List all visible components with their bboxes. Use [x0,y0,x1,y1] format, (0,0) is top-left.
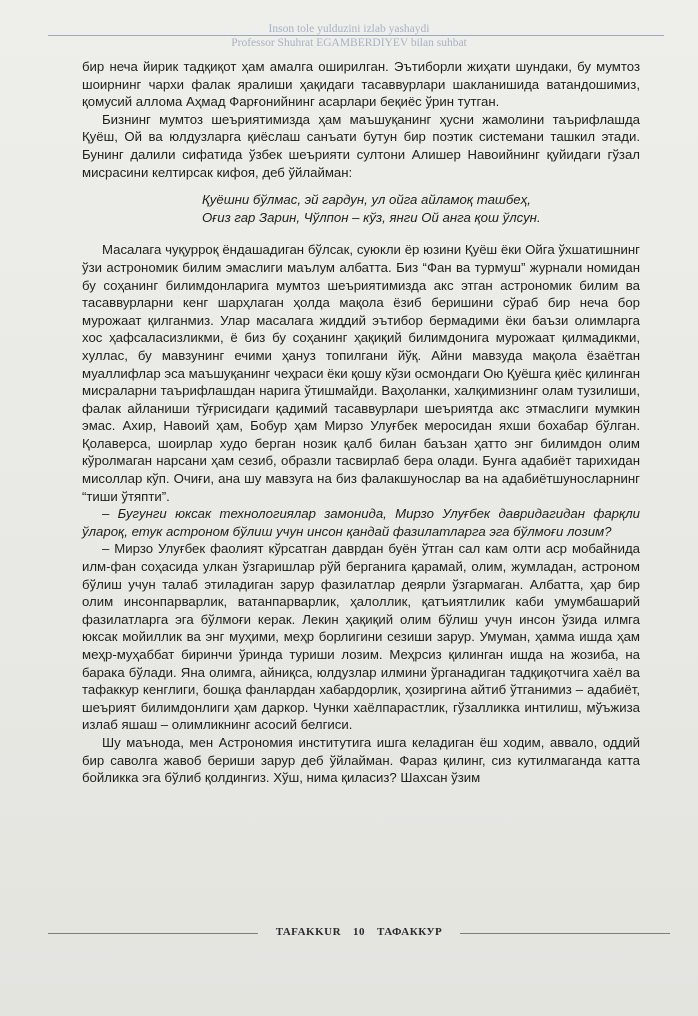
header-subtitle: Professor Shuhrat EGAMBERDIYEV bilan suhbat [231,37,467,49]
interview-question: – Бугунги юксак технологиялар замонида, Мирзо Улуғбек давридагидан фарқли ўлароқ, етук астроном бўлиш учун инсон қандай фазилатларга эга бўлмоғи лозим? [82,506,640,539]
header-title: Inson tole yulduzini izlab yashaydi [268,23,430,35]
verse-line-2: Оғиз гар Зарин, Чўлпон – кўз, янги Ой анга қош ўлсун. [202,209,541,225]
header-rule [48,35,664,36]
article-body [82,58,640,787]
footer-cyrillic-title: ТАФАККУР [377,926,443,938]
paragraph-1: бир неча йирик тадқиқот ҳам амалга оширилган. Эътиборли жиҳати шундаки, бу мумтоз шоирнинг чархи фалак яралиши ҳақидаги тасаввурлари шакланишида ватандошимиз, қомусий аллома Аҳмад Фарғонийнинг асарлари беқиёс ўрин тутган. [82,59,640,110]
paragraph-3: Масалага чуқурроқ ёндашадиган бўлсак, суюкли ёр юзини Қуёш ёки Ойга ўхшатишнинг ўзи астрономик билим эмаслиги маълум албатта. Биз “Фан ва турмуш” журнали номидан бу соҳанинг билимдонларига мумтоз шеъриятимизда акс этган астрономик билим ва тасаввурларни кенг шарҳлаган ҳолда мақола ёзиб беришини сўраб бир неча бор мурожаат қилганмиз. Улар масалага жиддий эътибор бермадими ёки баъзи олимларга хос ҳафсаласизликми, ё биз бу соҳанинг ҳақиқий билимдонига мурожаат қилмадикми, хуллас, бу мавзунинг ечими ҳануз топилгани йўқ. Айни мавзуда мақола ёзаётган муаллифлар эса маъшуқанинг чеҳраси ёки қошу кўзи осмондаги Ою Қуёшга қиёс қилинган мисраларни таърифлашдан нарига ўтишмайди. Ваҳоланки, халқимизнинг олам тузилиши, фалак айланиши тўғрисидаги қадимий тасаввурлари шеъриятда акс этмаслиги мумкин эмас. Ахир, Навоий ҳам, Бобур ҳам Мирзо Улуғбек меросидан яхши бохабар бўлган. Қолаверса, шоирлар худо берган нозик қалб билан баъзан ҳатто энг билимдон олим кўролмаган нарсани ҳам сезиб, образли тасвирлаб бера олади. Бунга адабиёт тарихидан мисоллар кўп. Очиғи, ана шу мавзуга на биз фалакшунослар ва на адабиётшуносларнинг “тиши ўтяпти”. [82,242,640,504]
paragraph-2: Бизнинг мумтоз шеъриятимизда ҳам маъшуқанинг ҳусни жамолини таърифлашда Қуёш, Ой ва юлдузларга қиёслаш санъати бутун бир поэтик системани ташкил этади. Бунинг далили сифатида ўзбек шеърияти султони Алишер Навоийнинг қуйидаги гўзал мисрасини келтирсак кифоя, деб ўйлайман: [82,111,640,180]
footer-latin-title: TAFAKKUR [275,926,342,938]
verse-quote [202,191,640,226]
page-number: 10 [353,926,366,938]
verse-line-1: Қуёшни бўлмас, эй гардун, ул ойга айламоқ ташбеҳ, [202,192,531,208]
footer-rule-left [48,933,258,934]
running-header [0,22,698,50]
page-footer [0,924,698,944]
paragraph-4: – Мирзо Улуғбек фаолият кўрсатган даврдан буён ўтган сал кам олти аср мобайнида илм-фан соҳасида улкан ўзгаришлар рўй берганига қарамай, олим, жумладан, астроном бўлиш учун талаб этиладиган зарур фазилатлар деярли ўзгармаган. Албатта, ҳар бир олим инсонпарварлик, ватанпарварлик, ҳалоллик, қатъиятлилик каби умумбашарий фазилатларга эга бўлмоғи керак. Лекин ҳақиқий олим бўлиш учун инсон ўзида илмга юксак мойиллик ва энг муҳими, меҳр борлигини сезиши зарур. Умуман, ҳамма ишда ҳам меҳр-муҳаббат биринчи ўринда туриши лозим. Меҳрсиз қилинган ишда на жозиба, на барака бўлади. Яна олимга, айниқса, юлдузлар илмини ўрганадиган тадқиқотчига хаёл ва тафаккур кенглиги, бошқа фанлардан хабардорлик, ҳозиргина айтиб ўтганимиз – адабиёт, шеърият билимдонлиги ҳам даркор. Чунки хаёлпарастлик, гўзалликка интилиш, мўъжиза излаб яшаш – олимликнинг асосий белгиси. [82,541,640,733]
paragraph-5: Шу маънода, мен Астрономия институтига ишга келадиган ёш ходим, аввало, оддий бир саволга жавоб бериши зарур деб ўйлайман. Фараз қилинг, сиз кутилмаганда катта бойликка эга бўлиб қолдингиз. Хўш, нима қиласиз? Шахсан ўзим [82,734,640,786]
footer-rule-right [460,933,670,934]
footer-label [258,926,460,938]
